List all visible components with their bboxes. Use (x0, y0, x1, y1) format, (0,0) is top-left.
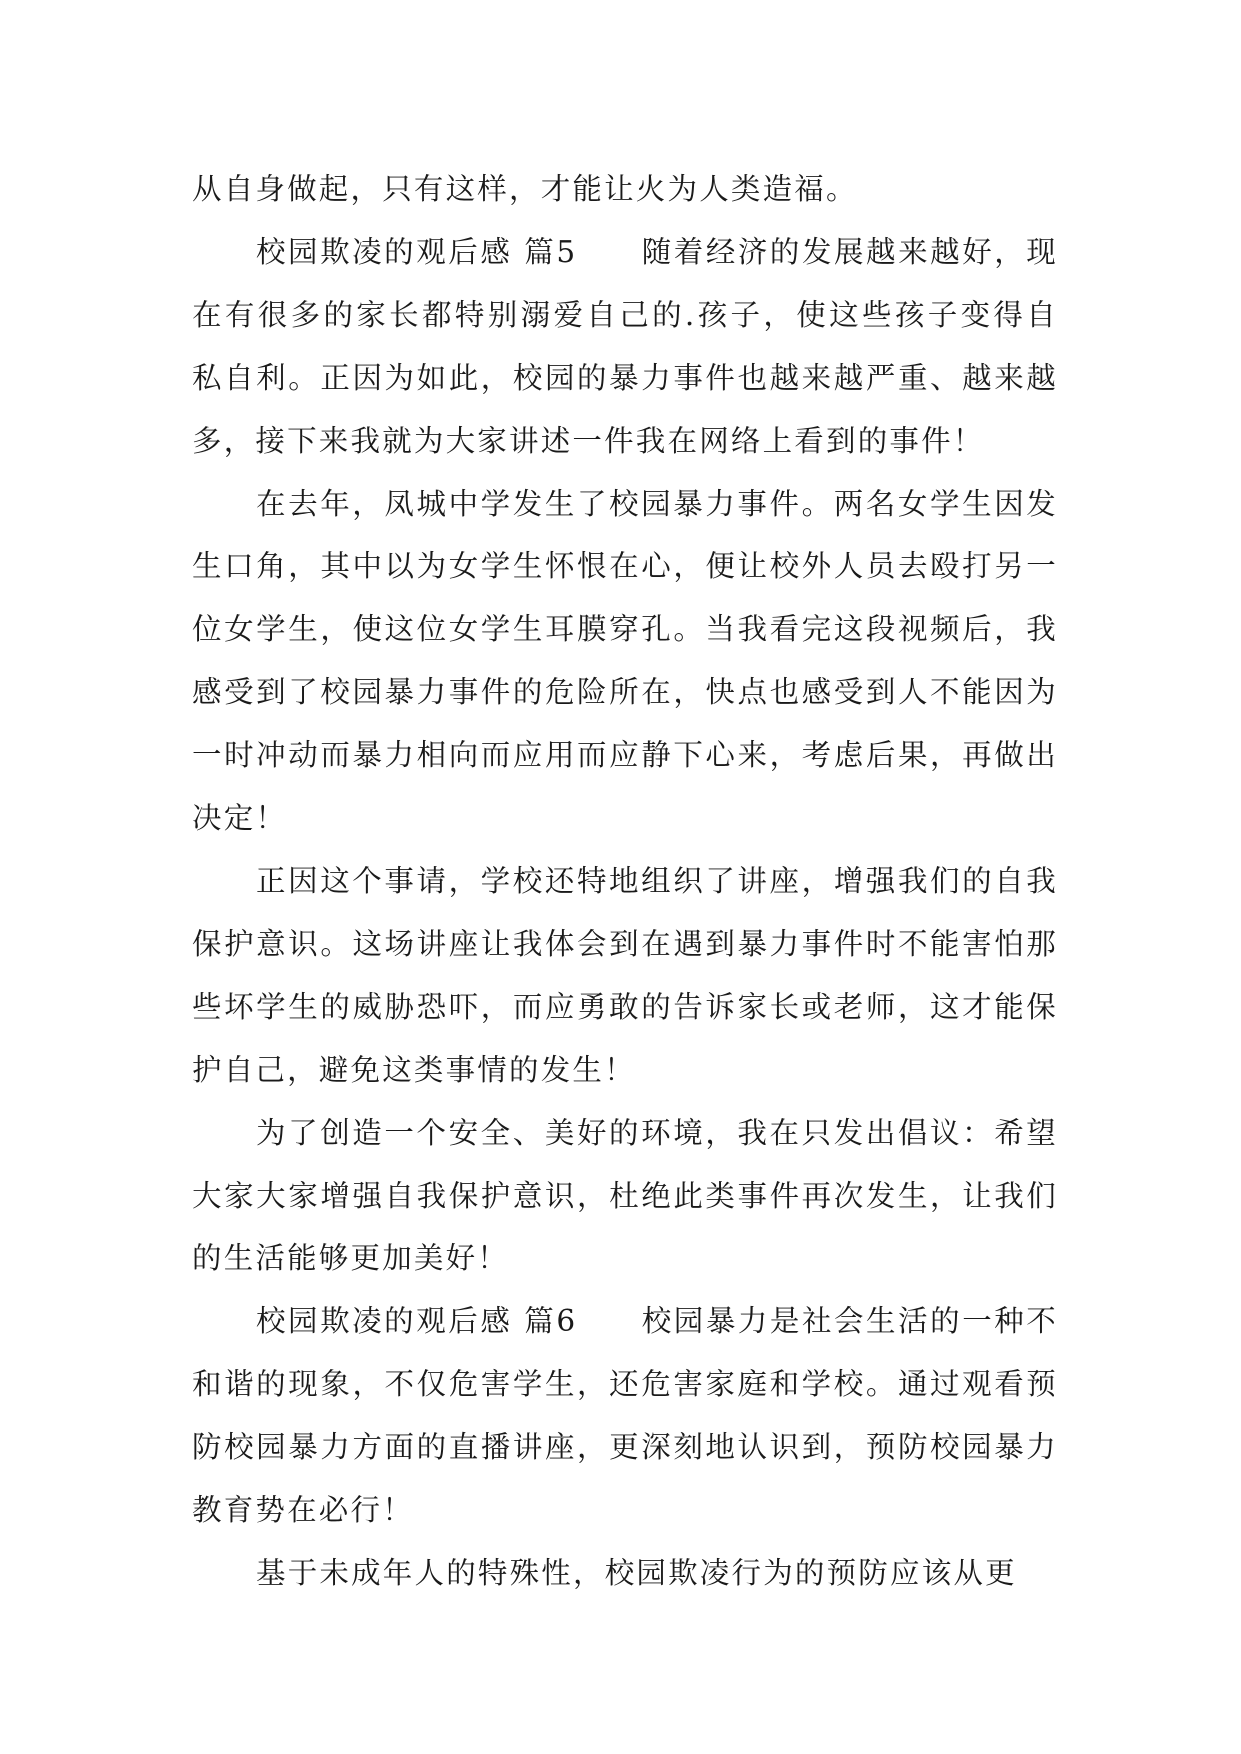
paragraph: 在去年，凤城中学发生了校园暴力事件。两名女学生因发生口角，其中以为女学生怀恨在心，便让校外人员去殴打另一位女学生，使这位女学生耳膜穿孔。当我看完这段视频后，我感受到了校园暴力事件的危险所在，快点也感受到人不能因为一时冲动而暴力相向而应用而应静下心来，考虑后果，再做出决定！ (192, 486, 1058, 836)
paragraph: 正因这个事请，学校还特地组织了讲座，增强我们的自我保护意识。这场讲座让我体会到在遇到暴力事件时不能害怕那些坏学生的威胁恐吓，而应勇敢的告诉家长或老师，这才能保护自己，避免这类事情的发生！ (192, 863, 1058, 1087)
paragraph: 从自身做起，只有这样，才能让火为人类造福。 (192, 172, 858, 206)
document-body (192, 158, 1058, 1605)
paragraph: 校园欺凌的观后感 篇6 校园暴力是社会生活的一种不和谐的现象，不仅危害学生，还危害家庭和学校。通过观看预防校园暴力方面的直播讲座，更深刻地认识到，预防校园暴力教育势在必行！ (192, 1304, 1058, 1528)
paragraph: 基于未成年人的特殊性，校园欺凌行为的预防应该从更 (256, 1555, 1017, 1590)
paragraph: 为了创造一个安全、美好的环境，我在只发出倡议：希望大家大家增强自我保护意识，杜绝此类事件再次发生，让我们的生活能够更加美好！ (192, 1115, 1058, 1276)
paragraph: 校园欺凌的观后感 篇5 随着经济的发展越来越好，现在有很多的家长都特别溺爱自己的.孩子，使这些孩子变得自私自利。正因为如此，校园的暴力事件也越来越严重、越来越多，接下来我就为大家讲述一件我在网络上看到的事件！ (192, 234, 1058, 458)
